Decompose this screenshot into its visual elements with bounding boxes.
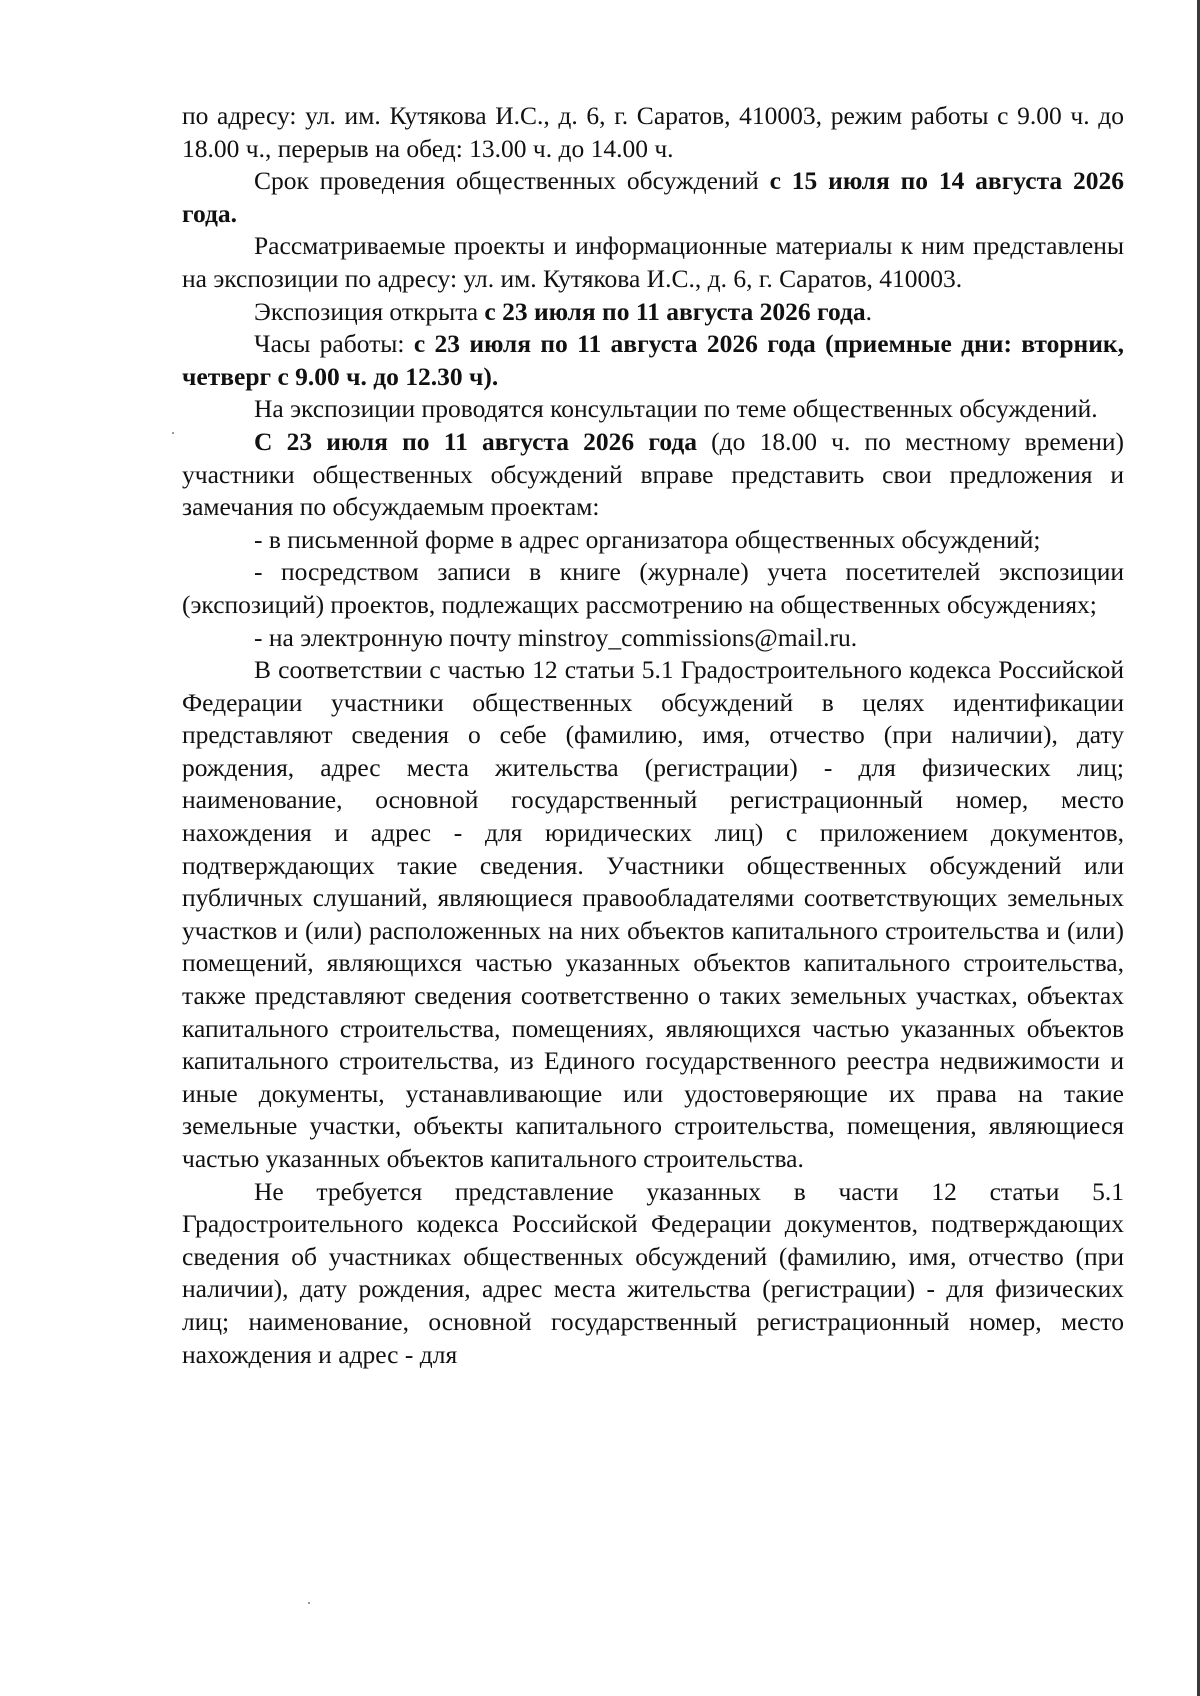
text-run: Не требуется представление указанных в части 12 статьи 5.1 Градостроительного кодекса Российской Федерации документов, подтверждающих сведения об участниках общественных обсуждений (фамилию, имя, отчество (при наличии), дату рождения, адрес места жительства (регистрации) - для физических лиц; наименование, основной государственный регистрационный номер, место нахождения и адрес - для: [182, 1176, 1124, 1369]
text-run: .: [865, 296, 872, 326]
text-run: Срок проведения общественных обсуждений: [254, 166, 770, 196]
paragraph-book: [182, 556, 1124, 621]
paragraph-written: [182, 524, 1124, 557]
paragraph-identification: [182, 654, 1124, 1176]
bold-text-run: с 15 июля по 14 августа 2026 года.: [182, 166, 1124, 228]
text-run: Экспозиция открыта: [254, 296, 485, 326]
text-run: Часы работы:: [254, 329, 414, 359]
paragraph-materials: [182, 230, 1124, 295]
paragraph-email: [182, 622, 1124, 655]
text-run: - посредством записи в книге (журнале) учета посетителей экспозиции (экспозиций) проектов, подлежащих рассмотрению на общественных обсуждениях;: [182, 557, 1124, 619]
text-run: по адресу: ул. им. Кутякова И.С., д. 6, г. Саратов, 410003, режим работы с 9.00 ч. до 18.00 ч., перерыв на обед: 13.00 ч. до 14.00 ч.: [182, 101, 1124, 163]
text-run: В соответствии с частью 12 статьи 5.1 Градостроительного кодекса Российской Федерации участники общественных обсуждений в целях идентификации представляют сведения о себе (фамилию, имя, отчество (при наличии), дату рождения, адрес места жительства (регистрации) - для физических лиц; наименование, основной государственный регистрационный номер, место нахождения и адрес - для юридических лиц) с приложением документов, подтверждающих такие сведения. Участники общественных обсуждений или публичных слушаний, являющиеся правообладателями соответствующих земельных участков и (или) расположенных на них объектов капитального строительства и (или) помещений, являющихся частью указанных объектов капитального строительства, также представляют сведения соответственно о таких земельных участках, объектах капитального строительства, помещениях, являющихся частью указанных объектов капитального строительства, из Единого государственного реестра недвижимости и иные документы, устанавливающие или удостоверяющие их права на такие земельные участки, объекты капитального строительства, помещения, являющиеся частью указанных объектов капитального строительства.: [182, 655, 1124, 1173]
paragraph-address: [182, 100, 1124, 165]
document-body: [182, 100, 1124, 1371]
scan-speck: [172, 432, 174, 434]
paragraph-not-required: [182, 1176, 1124, 1372]
text-run: - на электронную почту minstroy_commissions@mail.ru.: [254, 622, 858, 652]
scan-speck: [308, 1602, 310, 1604]
bold-text-run: С 23 июля по 11 августа 2026 года: [254, 426, 697, 456]
text-run: На экспозиции проводятся консультации по теме общественных обсуждений.: [254, 394, 1098, 424]
paragraph-exposition-open: [182, 296, 1124, 329]
text-run: Рассматриваемые проекты и информационные материалы к ним представлены на экспозиции по адресу: ул. им. Кутякова И.С., д. 6, г. Саратов, 410003.: [182, 231, 1124, 293]
paragraph-term: [182, 165, 1124, 230]
text-run: - в письменной форме в адрес организатора общественных обсуждений;: [254, 524, 1041, 554]
bold-text-run: с 23 июля по 11 августа 2026 года: [484, 296, 866, 326]
text-run: (до 18.00 ч. по местному времени) участники общественных обсуждений вправе представить свои предложения и замечания по обсуждаемым проектам:: [182, 426, 1124, 522]
paragraph-consult: [182, 393, 1124, 426]
paragraph-proposals: [182, 426, 1124, 524]
paragraph-hours: [182, 328, 1124, 393]
bold-text-run: с 23 июля по 11 августа 2026 года (приемные дни: вторник, четверг с 9.00 ч. до 12.30 ч).: [182, 329, 1124, 391]
